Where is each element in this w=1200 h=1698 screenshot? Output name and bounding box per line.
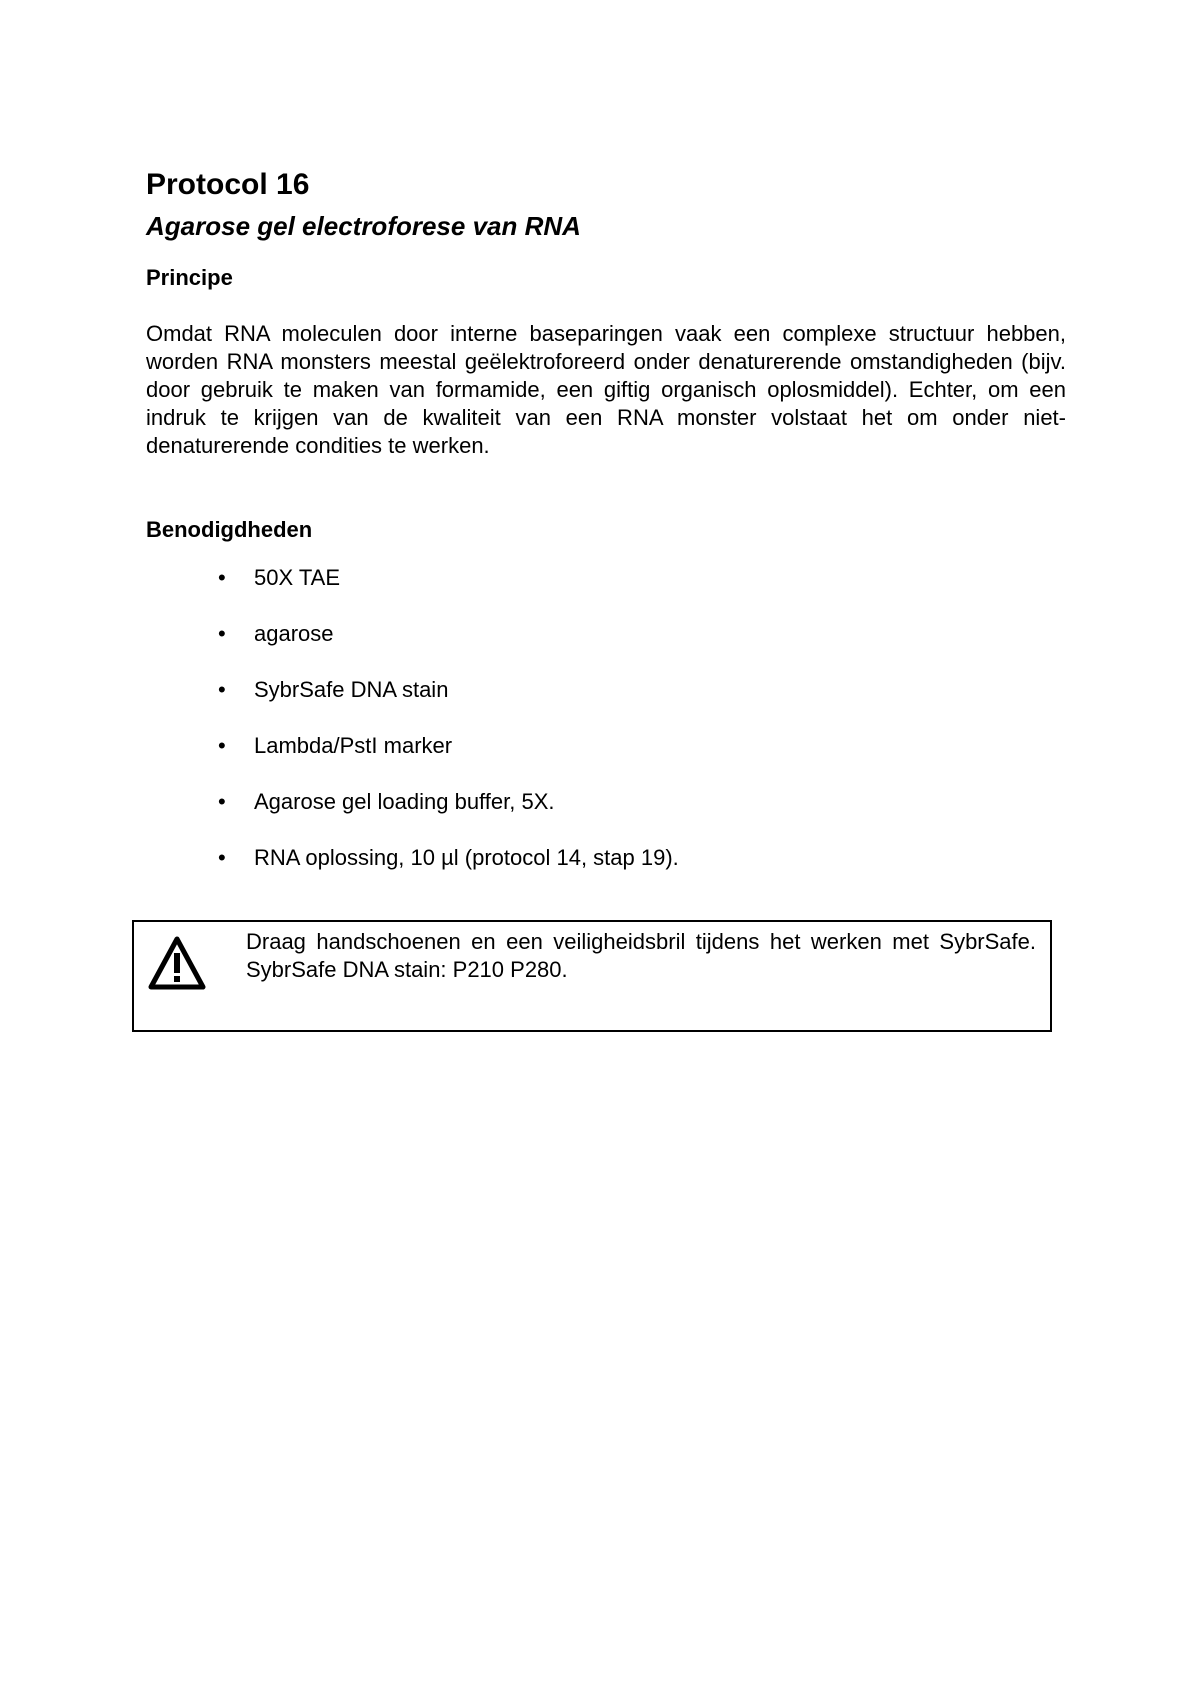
principe-heading: Principe	[146, 265, 233, 290]
bullet-icon: •	[218, 845, 226, 870]
bullet-icon: •	[218, 565, 226, 590]
list-item	[146, 844, 1066, 872]
list-item-text: SybrSafe DNA stain	[254, 677, 449, 702]
list-item	[146, 732, 1066, 760]
list-item	[146, 676, 1066, 704]
warning-triangle-icon	[148, 936, 206, 990]
list-item-text: RNA oplossing, 10 µl (protocol 14, stap 19).	[254, 845, 679, 870]
warning-line-hazard-codes: SybrSafe DNA stain: P210 P280.	[246, 957, 568, 982]
benodigdheden-list	[146, 564, 1066, 872]
bullet-icon: •	[218, 733, 226, 758]
warning-line-safety: Draag handschoenen en een veiligheidsbril tijdens het werken met SybrSafe.	[246, 929, 1036, 954]
bullet-icon: •	[218, 621, 226, 646]
list-item-text: agarose	[254, 621, 334, 646]
document-subtitle: Agarose gel electroforese van RNA	[146, 211, 581, 241]
list-item-text: Lambda/PstI marker	[254, 733, 453, 758]
list-item-text: Agarose gel loading buffer, 5X.	[254, 789, 555, 814]
list-item	[146, 564, 1066, 592]
list-item-text: 50X TAE	[254, 565, 341, 590]
benodigdheden-heading: Benodigdheden	[146, 517, 313, 542]
bullet-icon: •	[218, 789, 226, 814]
document-title: Protocol 16	[146, 168, 310, 201]
warning-text	[246, 928, 1036, 984]
bullet-icon: •	[218, 677, 226, 702]
list-item	[146, 788, 1066, 816]
document-page	[146, 166, 1066, 872]
warning-box	[132, 920, 1052, 1032]
principe-paragraph: Omdat RNA moleculen door interne baseparingen vaak een complexe structuur hebben, worden RNA monsters meestal geëlektroforeerd onder denaturerende omstandigheden (bijv. door gebruik te maken van formamide, een giftig organisch oplosmiddel). Echter, om een indruk te krijgen van de kwaliteit van een RNA monster volstaat het om onder niet-denaturerende condities te werken.	[146, 321, 1066, 458]
list-item	[146, 620, 1066, 648]
